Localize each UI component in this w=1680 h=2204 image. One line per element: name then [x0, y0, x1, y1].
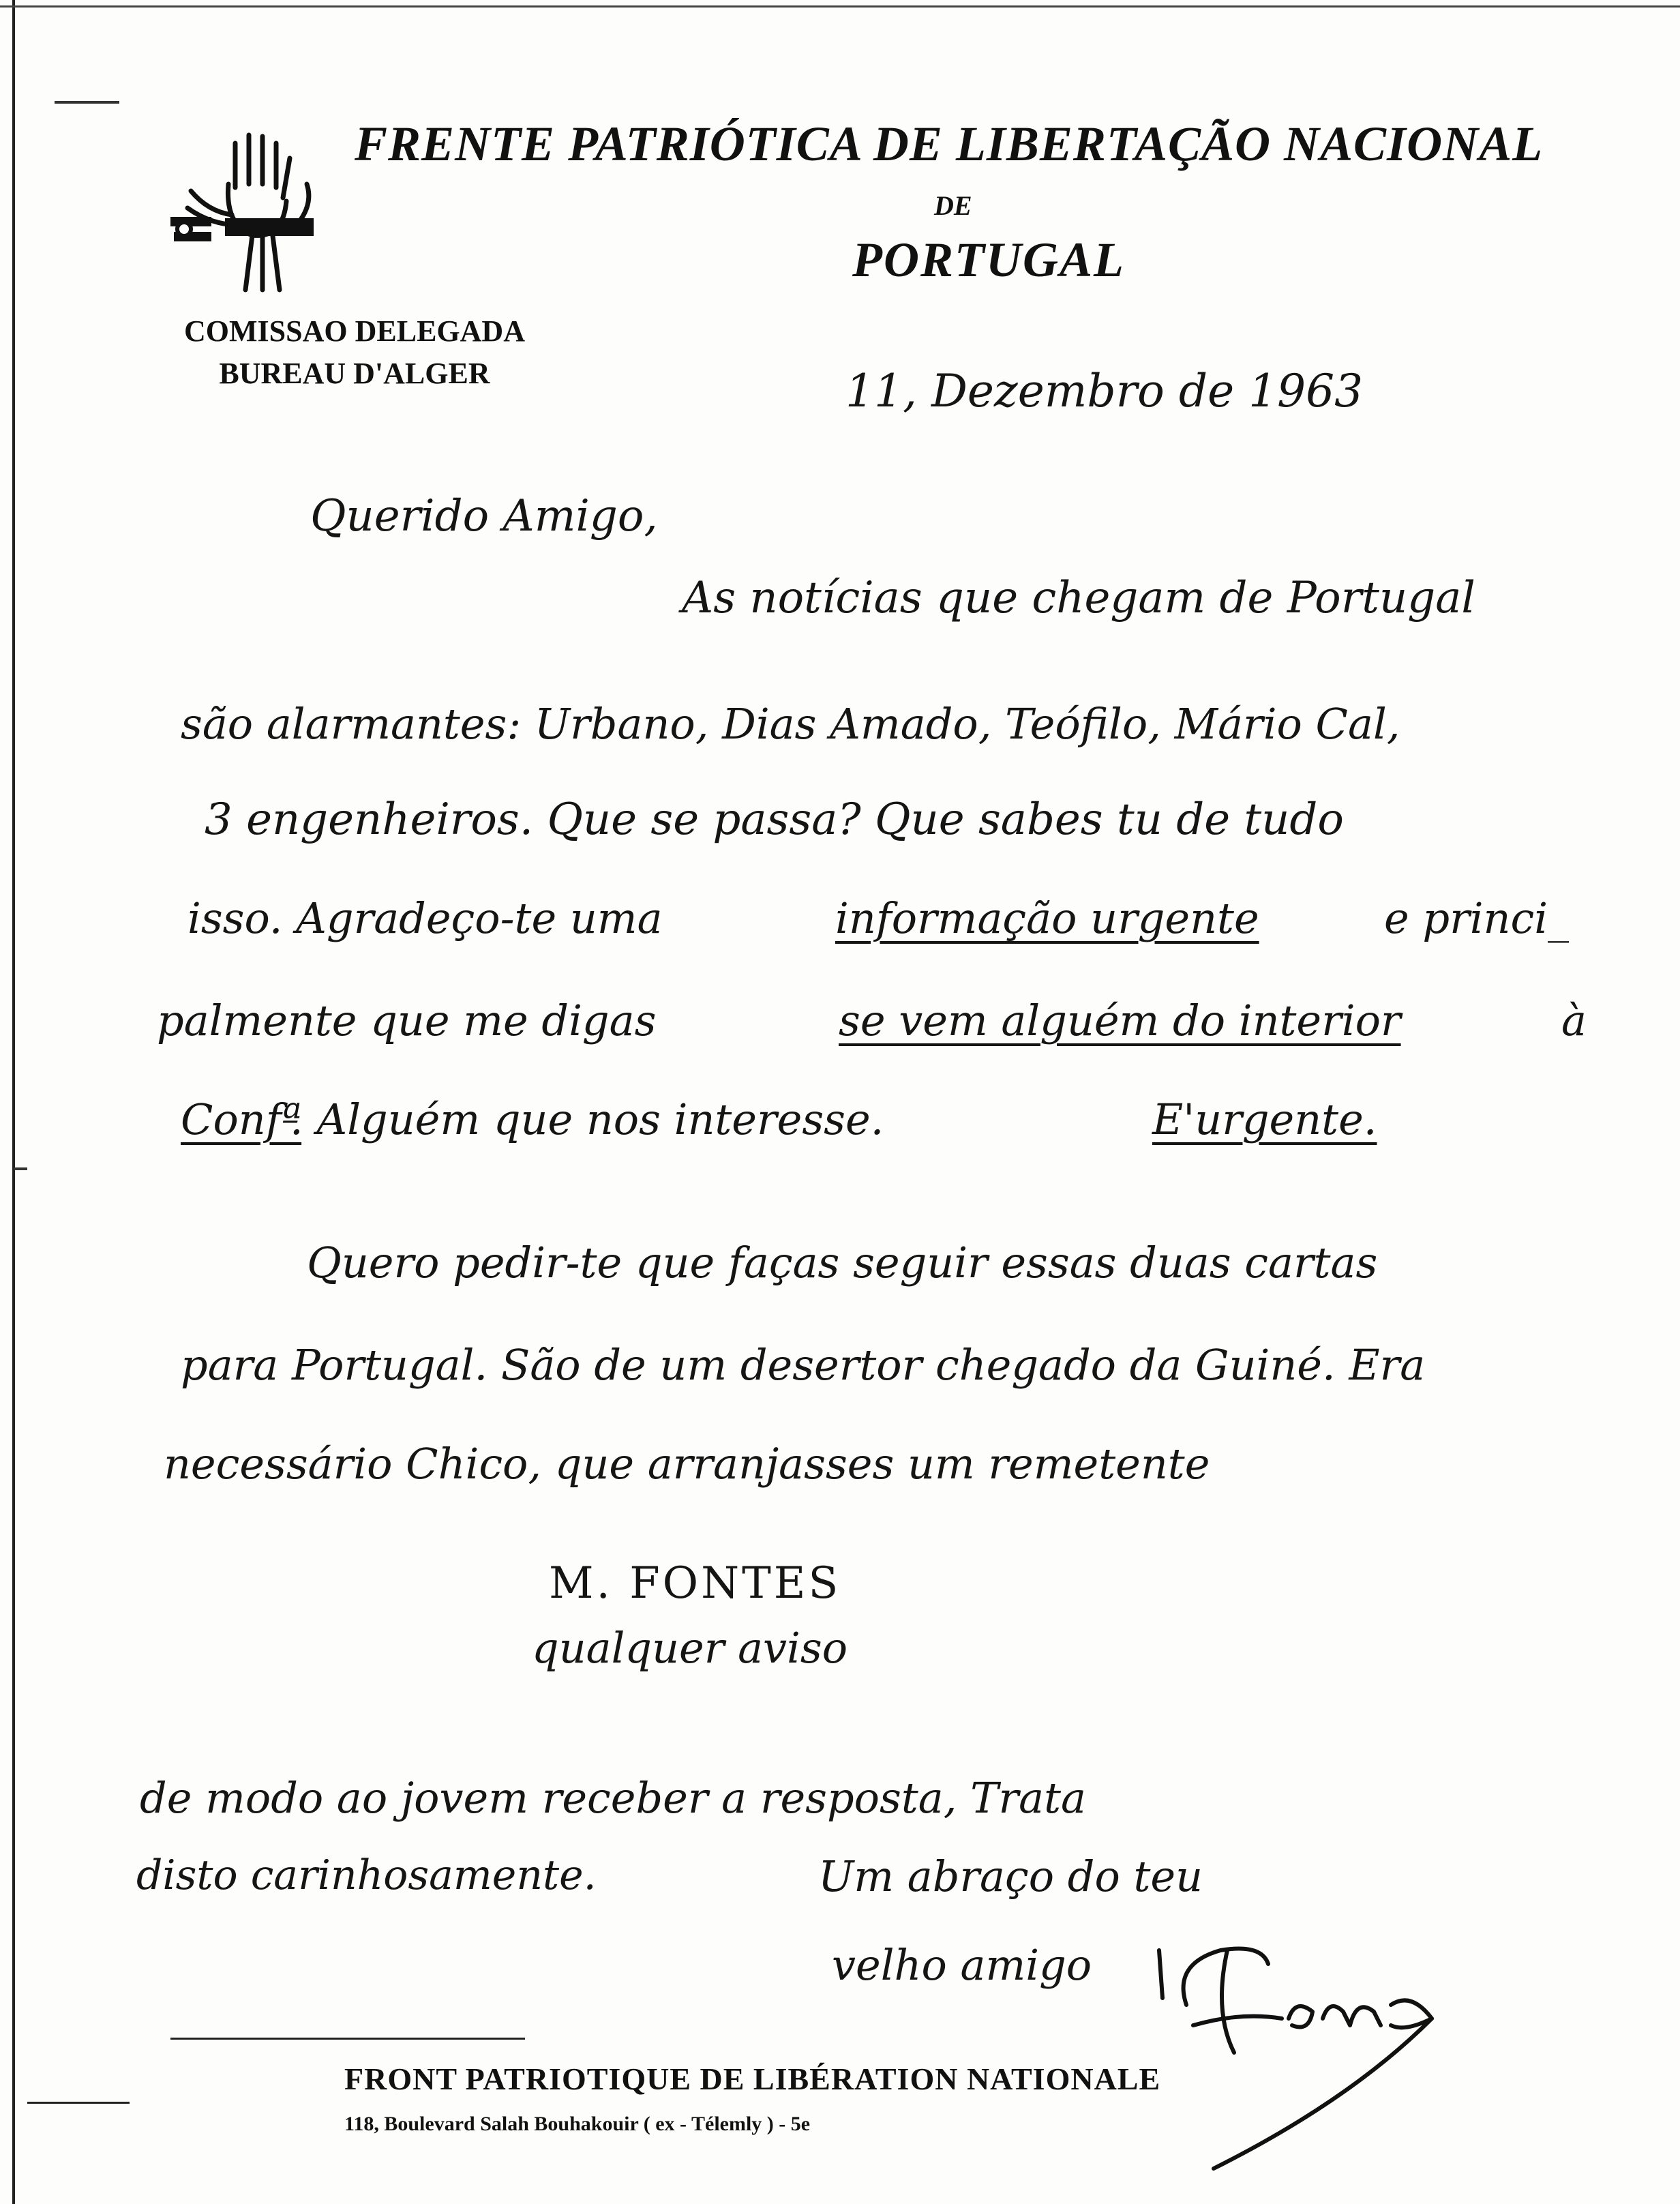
footer-organization: FRONT PATRIOTIQUE DE LIBÉRATION NATIONALE	[344, 2061, 1161, 2096]
body-line: à	[1561, 996, 1587, 1045]
letterhead-country: PORTUGAL	[852, 233, 1125, 287]
raised-fist-broken-chain-icon	[170, 116, 341, 293]
body-line: As notícias que chegam de Portugal	[682, 573, 1475, 623]
closing-line: velho amigo	[832, 1940, 1092, 1990]
sender-note: qualquer aviso	[532, 1623, 848, 1673]
letter-salutation: Querido Amigo,	[310, 491, 658, 541]
closing-line: disto carinhosamente.	[136, 1851, 597, 1899]
delegation-line-1: COMISSAO DELEGADA	[184, 314, 525, 348]
sender-name: M. FONTES	[549, 1558, 841, 1609]
letter-date: 11, Dezembro de 1963	[845, 365, 1364, 417]
body-line: para Portugal. São de um desertor chegado da Guiné. Era	[181, 1340, 1426, 1390]
body-line-underlined: Confª	[181, 1094, 302, 1144]
page-left-edge	[12, 0, 15, 2204]
body-line: isso. Agradeço-te uma	[188, 893, 663, 943]
delegation-block	[170, 310, 539, 395]
body-line: palmente que me digas	[157, 996, 657, 1045]
closing-line: Um abraço do teu	[818, 1851, 1203, 1901]
body-line-underlined: se vem alguém do interior	[839, 996, 1401, 1045]
body-line: são alarmantes: Urbano, Dias Amado, Teófilo, Mário Cal,	[181, 699, 1400, 749]
footer-rule	[170, 2038, 525, 2040]
letterhead-organization: FRENTE PATRIÓTICA DE LIBERTAÇÃO NACIONAL	[355, 117, 1544, 171]
body-line: necessário Chico, que arranjasses um remetente	[164, 1439, 1210, 1489]
body-line: 3 engenheiros. Que se passa? Que sabes tu de tudo	[205, 794, 1344, 845]
letterhead-connector: DE	[934, 190, 972, 221]
delegation-line-2: BUREAU D'ALGER	[219, 357, 490, 390]
body-line: Quero pedir-te que faças seguir essas duas cartas	[307, 1238, 1378, 1287]
scan-mark	[55, 101, 119, 104]
scan-mark	[14, 1167, 27, 1170]
body-line: . Alguém que nos interesse.	[290, 1094, 884, 1144]
footer-address: 118, Boulevard Salah Bouhakouir ( ex - Télemly ) - 5e	[344, 2113, 811, 2135]
body-line: e princi_	[1384, 893, 1570, 943]
page-top-edge	[0, 5, 1680, 8]
footer-rule-left	[27, 2102, 130, 2104]
handwritten-signature-icon	[1145, 1923, 1527, 2182]
body-line-underlined: informação urgente	[835, 893, 1259, 943]
closing-line: de modo ao jovem receber a resposta, Trata	[140, 1773, 1086, 1823]
body-line-underlined: E'urgente.	[1152, 1094, 1377, 1144]
